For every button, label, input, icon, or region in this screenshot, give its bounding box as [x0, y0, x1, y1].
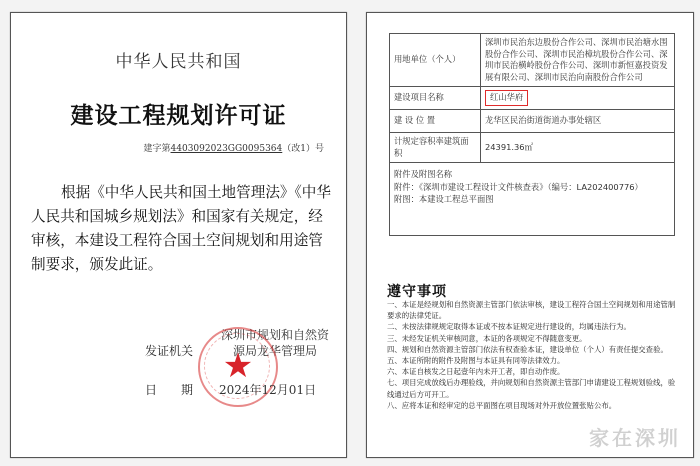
- country-name: 中华人民共和国: [115, 52, 242, 72]
- license-statement-text: 根据《中华人民共和国土地管理法》《中华人民共和国城乡规划法》和国家有关规定，经审核，本建设工程符合国土空间规划和用途管制要求，颁发此证。: [31, 184, 331, 273]
- license-title: 建设工程规划许可证: [70, 103, 287, 129]
- license-statement: [31, 181, 331, 277]
- notice-item: 一、本证是经规划和自然资源主管部门依法审核，建设工程符合国土空间规划和用途管制要求的法律凭证。: [387, 300, 676, 321]
- attachment-2: 附图：本建设工程总平面图: [394, 194, 494, 205]
- table-row: [390, 163, 675, 236]
- license-number-suffix: （改1）号: [282, 144, 324, 154]
- table-row: [390, 109, 675, 132]
- notice-item: 三、未经发证机关审核同意，本证的各项规定不得随意变更。: [387, 333, 587, 343]
- license-number-prefix: 建字第: [143, 144, 171, 154]
- seal-star-icon: ★: [222, 346, 254, 386]
- row-label: 计规定容积率建筑面积: [390, 132, 481, 162]
- notice-item: 六、本证自核发之日起壹年内未开工者，即自动作废。: [387, 367, 565, 377]
- row-value: 龙华区民治街道街道办事处辖区: [481, 109, 675, 132]
- notice-item: 八、应将本证和经审定的总平面图在项目现场对外开放位置张贴公布。: [387, 400, 617, 410]
- row-value: 24391.36㎡: [481, 132, 675, 162]
- notice-item: 七、项目完成放线后办理验线，并向规划和自然资源主管部门申请建设工程规划验线，验线通过后方可开工。: [387, 378, 676, 399]
- notice-title: 遵守事项: [387, 284, 447, 300]
- license-front-page: [10, 12, 347, 458]
- watermark: 家在深圳: [589, 426, 681, 450]
- license-details-page: [366, 12, 694, 458]
- table-row: [390, 34, 675, 87]
- issuer-label: 发证机关: [145, 344, 194, 358]
- license-number: [144, 141, 324, 154]
- row-label: 建设项目名称: [390, 87, 481, 110]
- notice-list: [387, 299, 677, 411]
- row-label: 用地单位（个人）: [390, 34, 481, 87]
- project-name-highlight: 红山华府: [485, 90, 528, 106]
- project-name-cell: [481, 87, 675, 110]
- attachment-1: 附件：《深圳市建设工程设计文件核查表》（编号：LA202400776）: [394, 181, 643, 192]
- issue-date: 2024年12月01日: [219, 383, 317, 397]
- row-value: 深圳市民治东边股份合作公司、深圳市民治塘水围股份合作公司、深圳市民治樟坑股份合作公司、深圳市民治横岭股份合作公司、深圳市新恒嘉投资发展有限公司、深圳市民治向南股份合作公司: [481, 34, 675, 87]
- date-label: 日 期: [145, 383, 194, 397]
- attachments-cell: [390, 163, 675, 236]
- issuer-name: 深圳市规划和自然资源局龙华管理局: [220, 328, 329, 358]
- attachments-title: 附件及附图名称: [394, 169, 453, 180]
- license-number-code: 4403092023GG0095364: [170, 144, 283, 154]
- table-row: [390, 87, 675, 110]
- table-row: [390, 132, 675, 162]
- notice-item: 四、规划和自然资源主管部门依法有权查验本证，建设单位（个人）有责任提交查验。: [387, 344, 668, 354]
- notice-item: 五、本证所附的附件及附图与本证具有同等法律效力。: [387, 356, 565, 366]
- notice-item: 二、未按法律规规定取得本证或不按本证规定进行建设的，均属违法行为。: [387, 322, 631, 332]
- row-label: 建 设 位 置: [390, 109, 481, 132]
- details-table: [389, 33, 675, 236]
